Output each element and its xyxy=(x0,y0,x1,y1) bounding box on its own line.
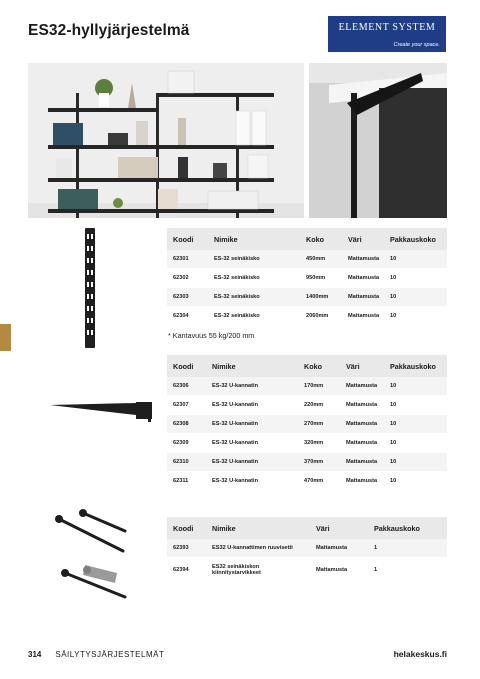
color-cell: Mattamusta xyxy=(310,558,368,582)
name-cell: ES-32 U-kannatin xyxy=(206,453,298,472)
pack-cell: 10 xyxy=(384,307,447,326)
name-cell: ES-32 U-kannatin xyxy=(206,396,298,415)
pack-cell: 10 xyxy=(384,377,447,396)
name-cell: ES-32 U-kannatin xyxy=(206,415,298,434)
size-cell: 220mm xyxy=(298,396,340,415)
size-cell: 470mm xyxy=(298,472,340,491)
wall-rail-table xyxy=(167,228,447,325)
name-cell: ES32 seinäkiskon kiinnitystarvikkeet xyxy=(206,558,310,582)
color-cell: Mattamusta xyxy=(340,453,384,472)
column-header: Koko xyxy=(298,355,340,377)
pack-cell: 10 xyxy=(384,453,447,472)
color-cell: Mattamusta xyxy=(340,377,384,396)
brand-tagline: Create your space. xyxy=(393,42,440,48)
column-header: Väri xyxy=(310,517,368,539)
site-name: helakeskus.fi xyxy=(393,649,447,659)
code-cell: 62393 xyxy=(167,539,206,558)
column-header: Väri xyxy=(340,355,384,377)
size-cell: 370mm xyxy=(298,453,340,472)
name-cell: ES-32 U-kannatin xyxy=(206,434,298,453)
u-bracket-table xyxy=(167,355,447,490)
code-cell: 62308 xyxy=(167,415,206,434)
color-cell: Mattamusta xyxy=(310,539,368,558)
footer-left xyxy=(28,650,164,659)
brand-logo-text: ELEMENT SYSTEM xyxy=(338,22,436,33)
column-header: Nimike xyxy=(208,228,300,250)
color-cell: Mattamusta xyxy=(340,434,384,453)
accessories-table xyxy=(167,517,447,582)
color-cell: Mattamusta xyxy=(340,396,384,415)
name-cell: ES32 U-kannattimen ruuvisetti xyxy=(206,539,310,558)
table-row xyxy=(167,415,447,434)
page-title: ES32-hyllyjärjestelmä xyxy=(28,22,190,39)
table-row xyxy=(167,558,447,582)
table-row xyxy=(167,434,447,453)
code-cell: 62307 xyxy=(167,396,206,415)
load-capacity-note: * Kantavuus 55 kg/200 mm xyxy=(168,331,255,340)
bracket-detail-photo xyxy=(309,63,447,218)
column-header: Nimike xyxy=(206,517,310,539)
column-header: Väri xyxy=(342,228,384,250)
size-cell: 320mm xyxy=(298,434,340,453)
code-cell: 62301 xyxy=(167,250,208,269)
table-row xyxy=(167,377,447,396)
table-row xyxy=(167,288,447,307)
size-cell: 2060mm xyxy=(300,307,342,326)
color-cell: Mattamusta xyxy=(342,307,384,326)
size-cell: 450mm xyxy=(300,250,342,269)
table-row xyxy=(167,250,447,269)
color-cell: Mattamusta xyxy=(340,472,384,491)
table-header-row xyxy=(167,228,447,250)
name-cell: ES-32 U-kannatin xyxy=(206,472,298,491)
code-cell: 62302 xyxy=(167,269,208,288)
column-header: Koodi xyxy=(167,228,208,250)
pack-cell: 10 xyxy=(384,250,447,269)
wall-rail-image xyxy=(84,228,96,353)
size-cell: 170mm xyxy=(298,377,340,396)
pack-cell: 10 xyxy=(384,472,447,491)
brand-logo xyxy=(328,16,446,52)
name-cell: ES-32 seinäkisko xyxy=(208,307,300,326)
screws-image xyxy=(55,507,131,608)
color-cell: Mattamusta xyxy=(342,269,384,288)
table-header-row xyxy=(167,517,447,539)
page-number: 314 xyxy=(28,650,42,659)
shelf-system-photo xyxy=(28,63,304,218)
column-header: Nimike xyxy=(206,355,298,377)
color-cell: Mattamusta xyxy=(342,288,384,307)
table-row xyxy=(167,453,447,472)
pack-cell: 10 xyxy=(384,269,447,288)
size-cell: 270mm xyxy=(298,415,340,434)
table-row xyxy=(167,539,447,558)
color-cell: Mattamusta xyxy=(340,415,384,434)
column-header: Koodi xyxy=(167,355,206,377)
name-cell: ES-32 seinäkisko xyxy=(208,288,300,307)
name-cell: ES-32 seinäkisko xyxy=(208,269,300,288)
pack-cell: 10 xyxy=(384,415,447,434)
column-header: Pakkauskoko xyxy=(384,228,447,250)
column-header: Pakkauskoko xyxy=(384,355,447,377)
u-bracket-image xyxy=(50,401,154,428)
table-header-row xyxy=(167,355,447,377)
code-cell: 62303 xyxy=(167,288,208,307)
name-cell: ES-32 seinäkisko xyxy=(208,250,300,269)
pack-cell: 10 xyxy=(384,288,447,307)
table-row xyxy=(167,472,447,491)
column-header: Koko xyxy=(300,228,342,250)
pack-cell: 10 xyxy=(384,434,447,453)
column-header: Koodi xyxy=(167,517,206,539)
pack-cell: 1 xyxy=(368,539,447,558)
size-cell: 1400mm xyxy=(300,288,342,307)
column-header: Pakkauskoko xyxy=(368,517,447,539)
table-row xyxy=(167,269,447,288)
code-cell: 62309 xyxy=(167,434,206,453)
section-name: SÄILYTYSJÄRJESTELMÄT xyxy=(55,650,165,659)
code-cell: 62310 xyxy=(167,453,206,472)
color-cell: Mattamusta xyxy=(342,250,384,269)
name-cell: ES-32 U-kannatin xyxy=(206,377,298,396)
pack-cell: 10 xyxy=(384,396,447,415)
code-cell: 62304 xyxy=(167,307,208,326)
pack-cell: 1 xyxy=(368,558,447,582)
code-cell: 62306 xyxy=(167,377,206,396)
code-cell: 62394 xyxy=(167,558,206,582)
section-tab xyxy=(0,324,11,351)
table-row xyxy=(167,396,447,415)
size-cell: 950mm xyxy=(300,269,342,288)
table-row xyxy=(167,307,447,326)
code-cell: 62311 xyxy=(167,472,206,491)
